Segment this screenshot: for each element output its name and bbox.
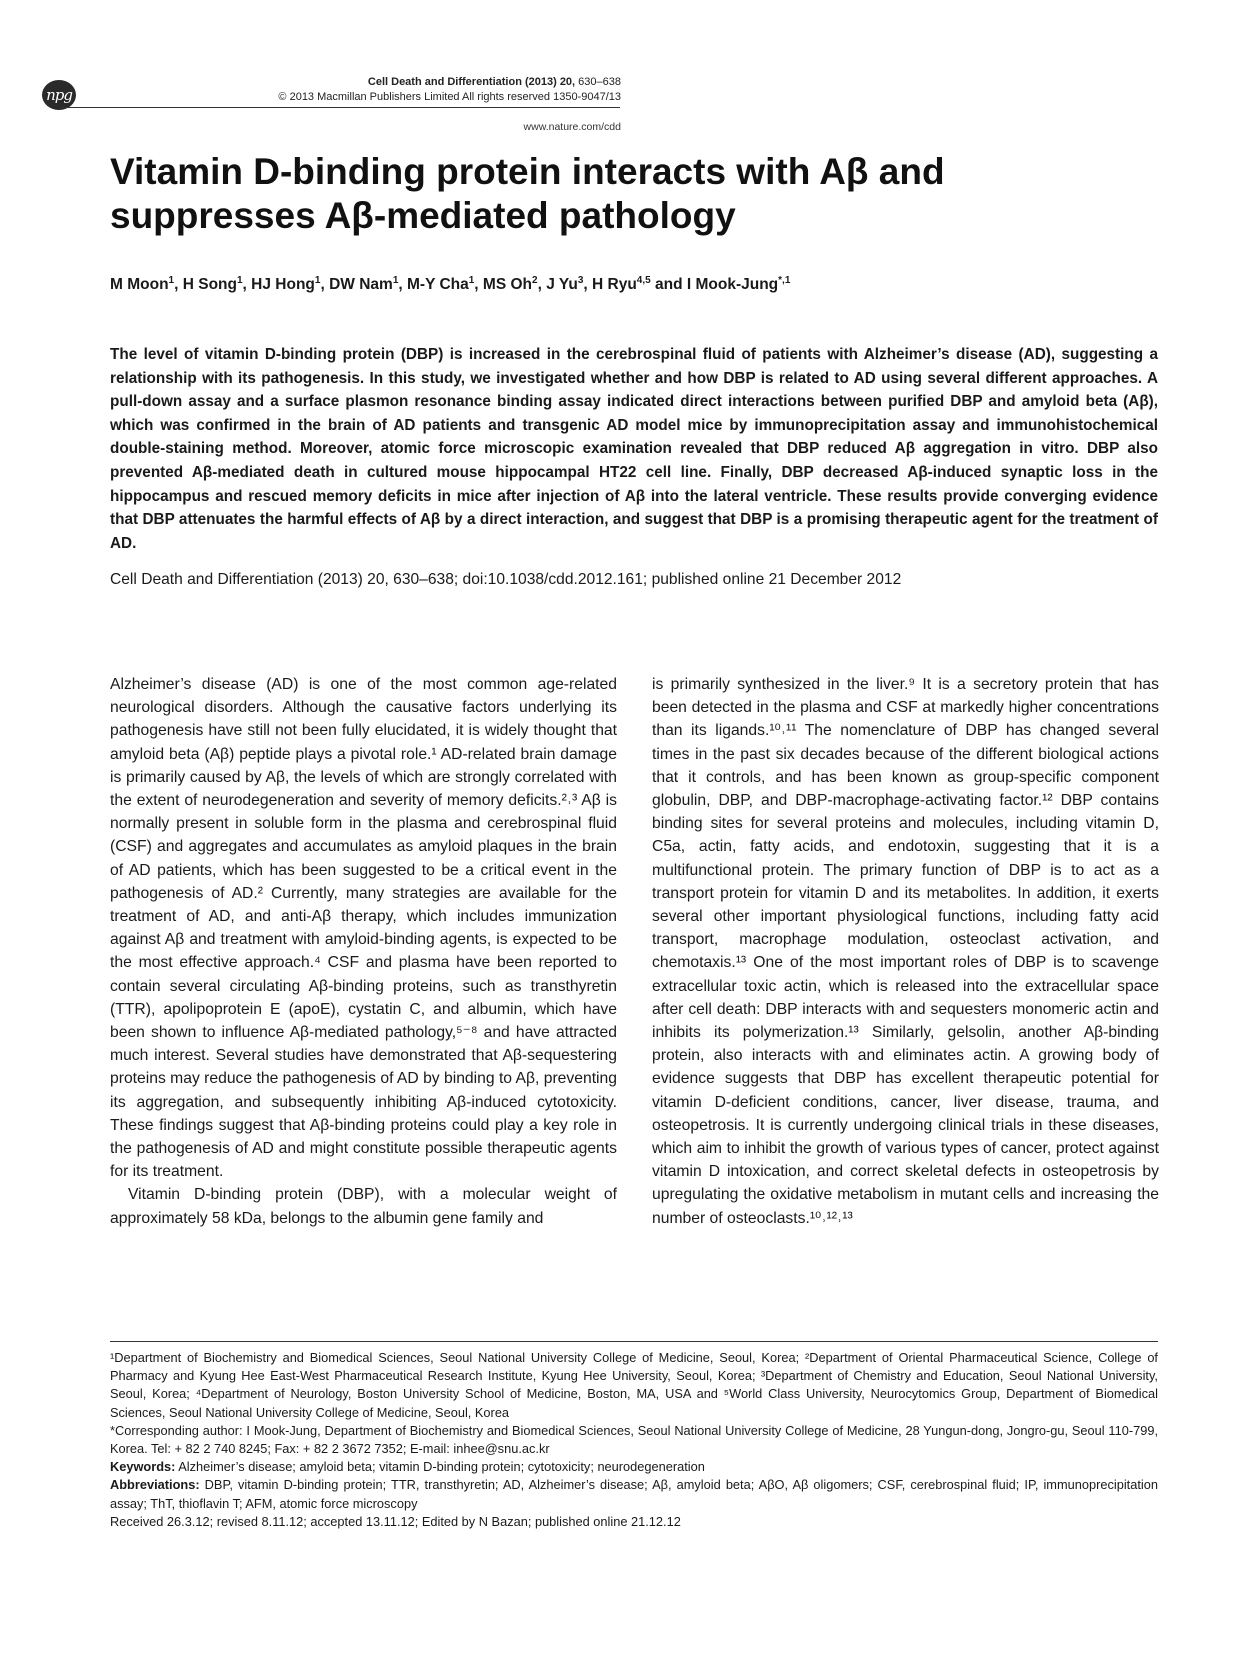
- author: I Mook-Jung$^{*,1}$: [686, 274, 791, 293]
- body-paragraph: Alzheimer’s disease (AD) is one of the most common age-related neurological disorders. Although the causative factors underlying its pathogenesis have still not been fully elucidated, it is widely thought that amyloid beta (Aβ) peptide plays a pivotal role.¹ AD-related brain damage is primarily caused by Aβ, the levels of which are strongly correlated with the extent of neurodegeneration and severity of memory deficits.²˒³ Aβ is normally present in soluble form in the plasma and cerebrospinal fluid (CSF) and aggregates and accumulates as amyloid plaques in the brain of AD patients, which has been suggested to be a critical event in the pathogenesis of AD.² Currently, many strategies are available for the treatment of AD, and anti-Aβ therapy, which includes immunization against Aβ and treatment with amyloid-binding agents, is expected to be the most effective approach.⁴ CSF and plasma have been reported to contain several circulating Aβ-binding proteins, such as transthyretin (TTR), apolipoprotein E (apoE), cystatin C, and albumin, which have been shown to influence Aβ-mediated pathology,⁵⁻⁸ and have attracted much interest. Several studies have demonstrated that Aβ-sequestering proteins may reduce the pathogenesis of AD by binding to Aβ, preventing its aggregation, and subsequently inhibiting Aβ-induced cytotoxicity. These findings suggest that Aβ-binding proteins could play a key role in the pathogenesis of AD and might constitute possible therapeutic agents for its treatment.: [110, 676, 617, 1181]
- header-rule: [60, 107, 620, 108]
- journal-url[interactable]: www.nature.com/cdd: [523, 121, 621, 133]
- article-title: Vitamin D-binding protein interacts with Aβ and suppresses Aβ-mediated pathology: [110, 151, 945, 236]
- abbreviations: [110, 1476, 1158, 1512]
- abbreviations-text: DBP, vitamin D-binding protein; TTR, transthyretin; AD, Alzheimer’s disease; Aβ, amyloid beta; AβO, Aβ oligomers; CSF, cerebrospinal fluid; IP, immunoprecipitation assay; ThT, thioflavin T; AFM, atomic force microscopy: [110, 1477, 1158, 1511]
- author: H Song$^1$: [182, 274, 243, 293]
- affiliations: ¹Department of Biochemistry and Biomedical Sciences, Seoul National University College of Medicine, Seoul, Korea; ²Department of Oriental Pharmaceutical Science, College of Pharmacy and Kyung Hee East-West Pharmaceutical Research Institute, Kyung Hee University, Seoul, Korea; ³Department of Chemistry and Education, Seoul National University, Seoul, Korea; ⁴Department of Neurology, Boston University School of Medicine, Boston, MA, USA and ⁵World Class University, Neurocytomics Group, Department of Biomedical Sciences, Seoul National University College of Medicine, Seoul, Korea: [110, 1350, 1158, 1420]
- copyright: © 2013 Macmillan Publishers Limited All rights reserved 1350-9047/13: [278, 91, 621, 103]
- author: M-Y Cha$^1$: [407, 274, 475, 293]
- abbreviations-label: Abbreviations:: [110, 1477, 200, 1493]
- body-paragraph: is primarily synthesized in the liver.⁹ It is a secretory protein that has been detected in the plasma and CSF at markedly higher concentrations than its ligands.¹⁰˒¹¹ The nomenclature of DBP has changed several times in the past six decades because of the different biological actions that it controls, and has been known as group-specific component globulin, DBP, and DBP-macrophage-activating factor.¹² DBP contains binding sites for several proteins and molecules, including vitamin D, C5a, actin, fatty acids, and endotoxin, suggesting that it is a multifunctional protein. The primary function of DBP is to act as a transport protein for vitamin D and its metabolites. In addition, it exerts several other important physiological functions, including fatty acid transport, macrophage modulation, osteoclast activation, and chemotaxis.¹³ One of the most important roles of DBP is to scavenge extracellular toxic actin, which is released into the extracellular space after cell death: DBP interacts with and sequesters monomeric actin and inhibits its polymerization.¹³ Similarly, gelsolin, another Aβ-binding protein, also interacts with and eliminates actin. A growing body of evidence suggests that DBP has excellent therapeutic potential for vitamin D-deficient conditions, cancer, liver disease, trauma, and osteopetrosis. It is currently undergoing clinical trials in these diseases, which aim to inhibit the growth of various types of cancer, protect against vitamin D intoxication, and correct skeletal defects in osteopetrosis by upregulating the oxidative metabolism in mutant cells and increasing the number of osteoclasts.¹⁰˒¹²˒¹³: [652, 676, 1159, 1227]
- body-column-right: [652, 673, 1159, 1230]
- author: J Yu$^3$: [546, 274, 584, 293]
- citation-line: Cell Death and Differentiation (2013) 20, 630–638; doi:10.1038/cdd.2012.161; published online 21 December 2012: [110, 571, 902, 588]
- abstract: The level of vitamin D-binding protein (DBP) is increased in the cerebrospinal fluid of patients with Alzheimer’s disease (AD), suggesting a relationship with its pathogenesis. In this study, we investigated whether and how DBP is related to AD using several different approaches. A pull-down assay and a surface plasmon resonance binding assay indicated direct interactions between purified DBP and amyloid beta (Aβ), which was confirmed in the brain of AD patients and transgenic AD model mice by immunoprecipitation assay and immunohistochemical double-staining method. Moreover, atomic force microscopic examination revealed that DBP reduced Aβ aggregation in vitro. DBP also prevented Aβ-mediated death in cultured mouse hippocampal HT22 cell line. Finally, DBP decreased Aβ-induced synaptic loss in the hippocampus and rescued memory deficits in mice after injection of Aβ into the lateral ventricle. These results provide converging evidence that DBP attenuates the harmful effects of Aβ by a direct interaction, and suggest that DBP is a promising therapeutic agent for the treatment of AD.: [110, 346, 1158, 552]
- journal-pages: 630–638: [578, 76, 621, 88]
- author: MS Oh$^2$: [482, 274, 538, 293]
- author: HJ Hong$^1$: [251, 274, 321, 293]
- journal-header: [278, 75, 621, 105]
- keywords: [110, 1458, 1158, 1476]
- author-list: M Moon$^1$, H Song$^1$, HJ Hong$^1$, DW Nam$^1$, M-Y Cha$^1$, MS Oh$^2$, J Yu$^3$, H Ryu$^{4,5}$ and I Mook-Jung$^{*,1}$: [110, 274, 791, 293]
- body-column-left: [110, 673, 617, 1230]
- body-paragraph: Vitamin D-binding protein (DBP), with a molecular weight of approximately 58 kDa, belongs to the albumin gene family and: [110, 1186, 617, 1227]
- author: M Moon$^1$: [110, 274, 175, 293]
- received-dates: Received 26.3.12; revised 8.11.12; accepted 13.11.12; Edited by N Bazan; published online 21.12.12: [110, 1513, 681, 1529]
- author: DW Nam$^1$: [329, 274, 399, 293]
- keywords-label: Keywords:: [110, 1459, 176, 1475]
- publisher-logo: npg: [42, 80, 76, 110]
- keywords-text: Alzheimer’s disease; amyloid beta; vitamin D-binding protein; cytotoxicity; neurodegeneration: [175, 1459, 705, 1475]
- author: H Ryu$^{4,5}$: [592, 274, 651, 293]
- footnotes: [110, 1349, 1158, 1531]
- footnote-rule: [110, 1341, 1158, 1342]
- journal-name: Cell Death and Differentiation (2013) 20,: [367, 76, 576, 88]
- corresponding-author: *Corresponding author: I Mook-Jung, Department of Biochemistry and Biomedical Sciences, Seoul National University College of Medicine, 28 Yungun-dong, Jongro-gu, Seoul 110-799, Korea. Tel: + 82 2 740 8245; Fax: + 82 2 3672 7352; E-mail: inhee@snu.ac.kr: [110, 1422, 1158, 1457]
